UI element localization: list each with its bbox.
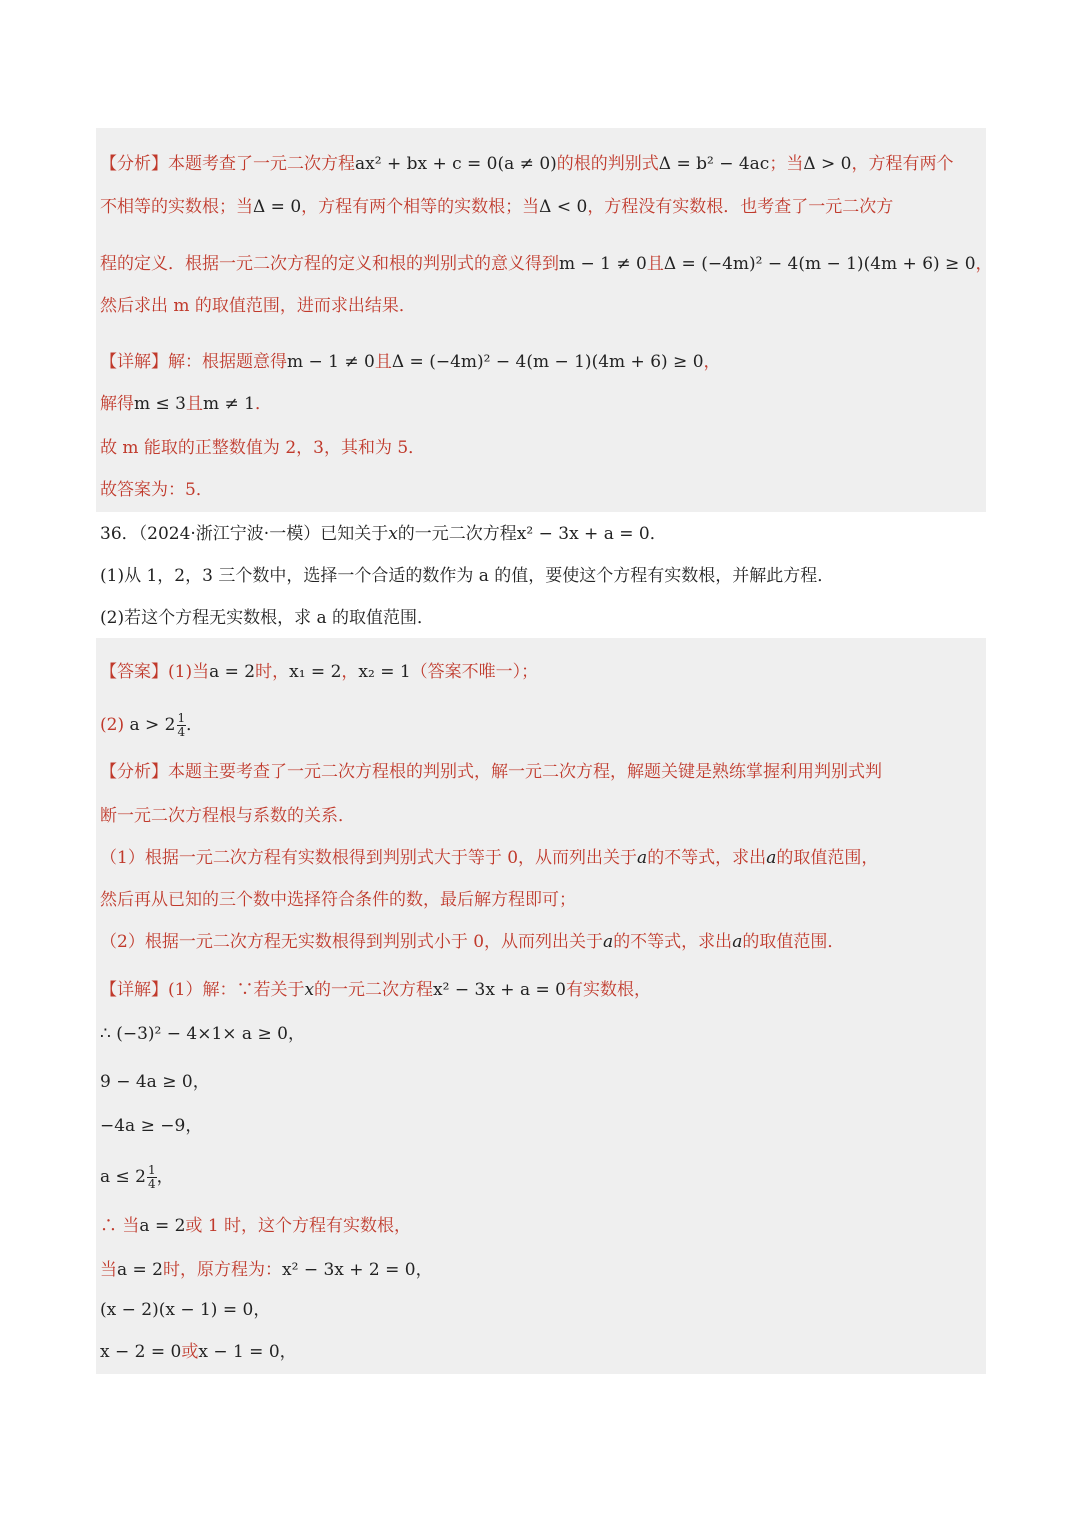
equation: m ≠ 1 xyxy=(203,394,255,414)
fraction: $\frac{1}{4}$ xyxy=(177,711,186,739)
solution-line-7: 当a = 2时，原方程为：x² − 3x + 2 = 0， xyxy=(100,1260,433,1280)
equation: m − 1 ≠ 0 xyxy=(559,254,647,274)
equation: Δ > 0 xyxy=(803,154,852,174)
equation: a = 2 xyxy=(139,1216,186,1236)
detail-tag: 【详解】 xyxy=(100,980,168,1000)
equation: m ≤ 3 xyxy=(134,394,186,414)
equation: Δ < 0 xyxy=(539,197,588,217)
equation: x² − 3x + a = 0 xyxy=(516,524,650,544)
equation: −4a ≥ −9 xyxy=(100,1116,186,1136)
equation: (x − 2)(x − 1) = 0 xyxy=(100,1300,254,1320)
equation: Δ = 0 xyxy=(253,197,302,217)
solution-line-1: 【详解】(1）解：∵若关于x的一元二次方程x² − 3x + a = 0有实数根， xyxy=(100,980,651,1000)
question-36: 36．（2024·浙江宁波·一模）已知关于x的一元二次方程x² − 3x + a = 0． xyxy=(100,524,667,544)
answer-line-2: (2) a > 2 $\frac{1}{4}$ ． xyxy=(100,711,204,739)
analysis-line-1: 【分析】本题考查了一元二次方程ax² + bx + c = 0(a ≠ 0)的根的判别式Δ = b² − 4ac；当Δ > 0，方程有两个 xyxy=(100,154,954,174)
detail-line-1: 【详解】解：根据题意得m − 1 ≠ 0且Δ = (−4m)² − 4(m − 1)(4m + 6) ≥ 0， xyxy=(100,352,721,372)
analysis-line-2: 不相等的实数根；当Δ = 0，方程有两个相等的实数根；当Δ < 0，方程没有实数根．也考查了一元二次方 xyxy=(100,197,894,217)
detail-tag: 【详解】 xyxy=(100,352,168,372)
equation: a > 2 xyxy=(129,715,176,735)
question-part-1: (1)从 1，2，3 三个数中，选择一个合适的数作为 a 的值，要使这个方程有实数根，并解此方程． xyxy=(100,566,835,586)
solution-line-9: x − 2 = 0或x − 1 = 0， xyxy=(100,1342,297,1362)
solution-line-6: ∴ 当a = 2或 1 时，这个方程有实数根， xyxy=(100,1216,412,1236)
solution-line-2: ∴ (−3)² − 4×1× a ≥ 0， xyxy=(100,1024,305,1044)
question-part-2: (2)若这个方程无实数根，求 a 的取值范围． xyxy=(100,608,435,628)
equation: Δ = (−4m)² − 4(m − 1)(4m + 6) ≥ 0 xyxy=(391,352,704,372)
solution-line-8: (x − 2)(x − 1) = 0， xyxy=(100,1300,271,1320)
answer-line-1: 【答案】(1)当a = 2时，x₁ = 2，x₂ = 1（答案不唯一）； xyxy=(100,662,539,682)
solution-line-4: −4a ≥ −9， xyxy=(100,1116,203,1136)
analysis-line-4: 然后求出 m 的取值范围，进而求出结果． xyxy=(100,296,416,316)
equation: x − 1 = 0 xyxy=(198,1342,280,1362)
equation: Δ = (−4m)² − 4(m − 1)(4m + 6) ≥ 0 xyxy=(663,254,976,274)
equation: ax² + bx + c = 0(a ≠ 0) xyxy=(355,154,557,174)
answer-tag: 【答案】 xyxy=(100,662,168,682)
equation: x − 2 = 0 xyxy=(100,1342,182,1362)
fraction: $\frac{1}{4}$ xyxy=(148,1163,156,1191)
analysis-tag: 【分析】 xyxy=(100,154,168,174)
equation: a ≤ 2 xyxy=(100,1167,147,1187)
analysis2-line-3: （1）根据一元二次方程有实数根得到判别式大于等于 0，从而列出关于a的不等式，求出a的取值范围， xyxy=(100,848,879,868)
equation: a = 2 xyxy=(209,662,256,682)
analysis2-line-4: 然后再从已知的三个数中选择符合条件的数，最后解方程即可； xyxy=(100,890,576,910)
detail-line-2: 解得m ≤ 3且m ≠ 1． xyxy=(100,394,272,414)
equation: x₁ = 2 xyxy=(289,662,342,682)
detail-line-3: 故 m 能取的正整数值为 2，3，其和为 5． xyxy=(100,438,426,458)
solution-line-3: 9 − 4a ≥ 0， xyxy=(100,1072,210,1092)
solution-line-5: a ≤ 2 $\frac{1}{4}$ ， xyxy=(100,1163,174,1191)
analysis2-line-1: 【分析】本题主要考查了一元二次方程根的判别式，解一元二次方程，解题关键是熟练掌握利用判别式判 xyxy=(100,762,882,782)
equation: x₂ = 1 xyxy=(358,662,411,682)
equation: x² − 3x + a = 0 xyxy=(433,980,566,1000)
analysis2-line-5: （2）根据一元二次方程无实数根得到判别式小于 0，从而列出关于a的不等式，求出a的取值范围． xyxy=(100,932,845,952)
equation: m − 1 ≠ 0 xyxy=(287,352,375,372)
analysis-line-3: 程的定义．根据一元二次方程的定义和根的判别式的意义得到m − 1 ≠ 0且Δ = (−4m)² − 4(m − 1)(4m + 6) ≥ 0， xyxy=(100,254,993,274)
analysis-tag: 【分析】 xyxy=(100,762,168,782)
analysis2-line-2: 断一元二次方程根与系数的关系． xyxy=(100,806,355,826)
equation: ∴ (−3)² − 4×1× a ≥ 0 xyxy=(100,1024,288,1044)
equation: x² − 3x + 2 = 0 xyxy=(282,1260,416,1280)
equation: 9 − 4a ≥ 0 xyxy=(100,1072,193,1092)
detail-line-4: 故答案为：5． xyxy=(100,480,213,500)
equation: Δ = b² − 4ac xyxy=(658,154,770,174)
equation: a = 2 xyxy=(117,1260,164,1280)
